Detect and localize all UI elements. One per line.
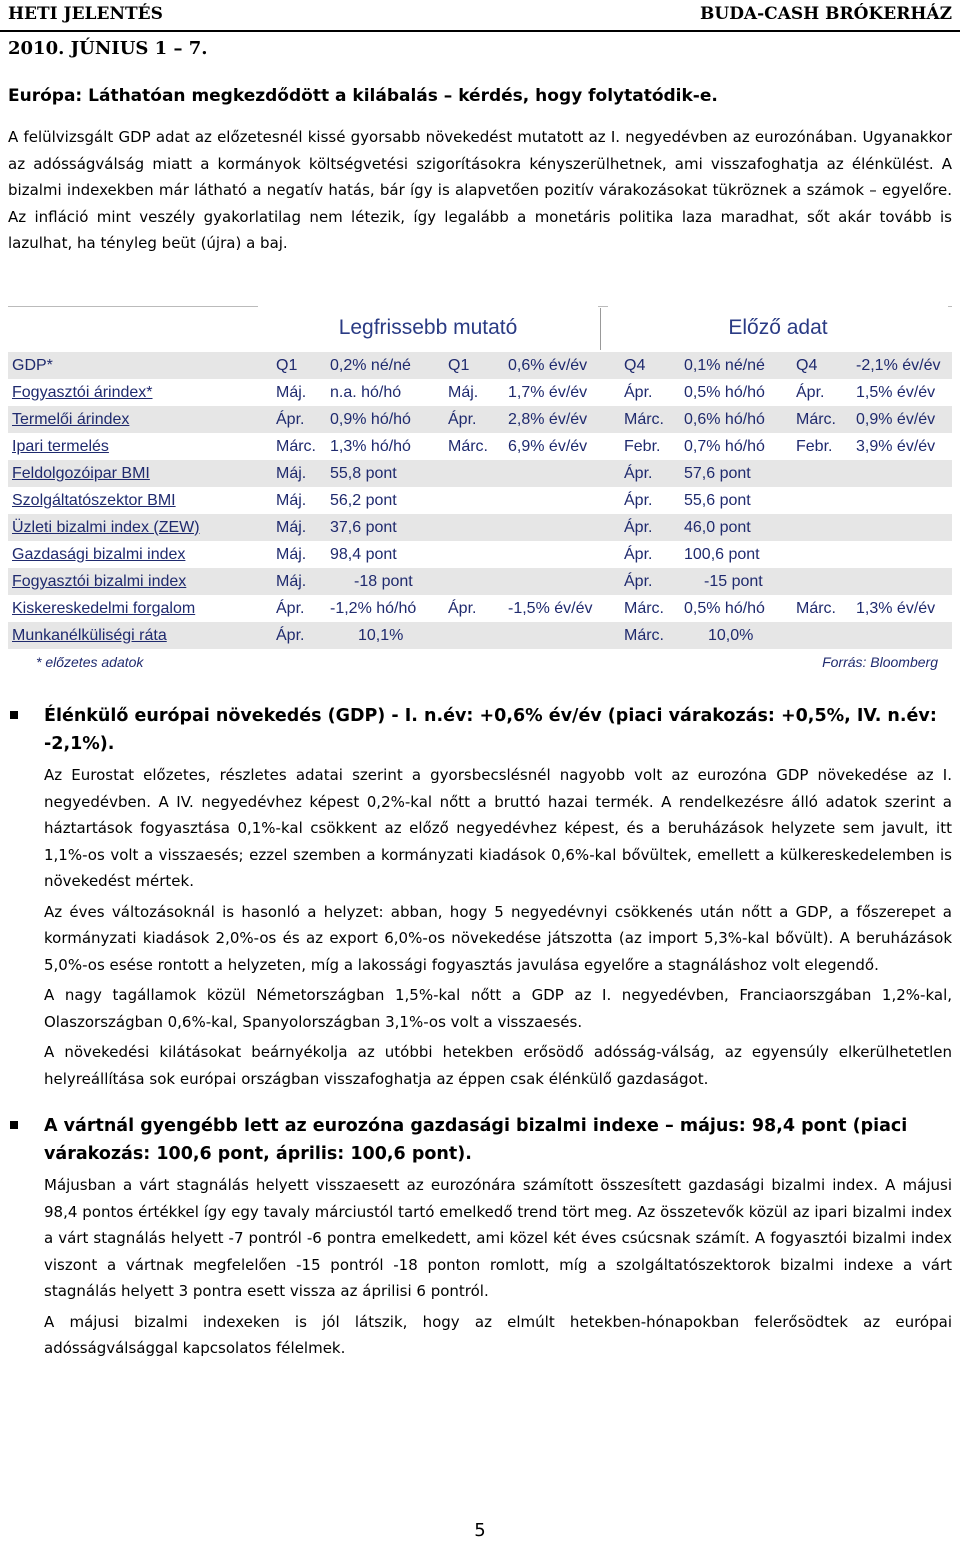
table-row <box>8 352 952 379</box>
latest-period: Márc. <box>276 437 316 455</box>
section-gdp <box>8 702 952 1092</box>
table-row <box>8 460 952 487</box>
latest-period: Máj. <box>276 572 307 590</box>
latest-period: Ápr. <box>276 410 305 428</box>
header-latest: Legfrissebb mutató <box>258 306 598 350</box>
latest-value: -1,2% hó/hó <box>330 599 417 617</box>
latest-period: Máj. <box>276 491 307 509</box>
row-name: Munkanélküliségi ráta <box>12 626 167 644</box>
latest-period: Máj. <box>276 545 307 563</box>
previous-period: Febr. <box>624 437 661 455</box>
previous-period: Ápr. <box>624 518 653 536</box>
intro-paragraph: A felülvizsgált GDP adat az előzetesnél kissé gyorsabb növekedést mutatott az I. negyedévben az eurozónában. Ugyanakkor az adósságválság miatt a kormányok költségvetési szigorításokra kényszerülhetnek, ami visszafoghatja az élénkülést. A bizalmi indexekben már látható a negatív hatás, bár így is alapvetően pozitív várakozásokat tükröznek a számok – egyelőre. Az infláció mint veszély gyakorlatilag nem létezik, így legalább a monetáris politika laza maradhat, sőt akár tovább is lazulhat, ha tényleg beüt (újra) a baj. <box>8 128 952 252</box>
report-date: 2010. JÚNIUS 1 – 7. <box>8 38 208 59</box>
table-row <box>8 433 952 460</box>
latest-period-2: Q1 <box>448 356 470 374</box>
previous-period-2: Márc. <box>796 599 836 617</box>
previous-value: -15 pont <box>704 572 763 590</box>
previous-value: 10,0% <box>708 626 754 644</box>
indicators-table <box>8 306 952 676</box>
previous-value-2: 0,9% év/év <box>856 410 936 428</box>
latest-value-2: 2,8% év/év <box>508 410 588 428</box>
latest-period: Ápr. <box>276 626 305 644</box>
latest-value: 37,6 pont <box>330 518 397 536</box>
latest-period-2: Ápr. <box>448 599 477 617</box>
previous-period: Márc. <box>624 626 664 644</box>
row-name: Ipari termelés <box>12 437 109 455</box>
section-confidence-heading: A vártnál gyengébb lett az eurozóna gazdasági bizalmi indexe – május: 98,4 pont (piaci várakozás: 100,6 pont, április: 100,6 pont). <box>44 1116 908 1164</box>
latest-value: 56,2 pont <box>330 491 397 509</box>
previous-period-2: Q4 <box>796 356 818 374</box>
latest-value-2: -1,5% év/év <box>508 599 593 617</box>
previous-value-2: 3,9% év/év <box>856 437 936 455</box>
previous-value: 0,1% né/né <box>684 356 765 374</box>
previous-period: Ápr. <box>624 464 653 482</box>
bullet-square-icon <box>10 1121 18 1129</box>
section-gdp-heading: Élénkülő európai növekedés (GDP) - I. n.év: +0,6% év/év (piaci várakozás: +0,5%, IV. n.év: -2,1%). <box>44 706 937 754</box>
row-name: Kiskereskedelmi forgalom <box>12 599 196 617</box>
latest-value: 98,4 pont <box>330 545 397 563</box>
section-gdp-paragraph-2: Az éves változásoknál is hasonló a helyzet: abban, hogy 5 negyedévnyi csökkenés után nőtt a GDP, a főszerepet a kormányzati kiadások 2,0%-os és az export 6,0%-os növekedése játszotta (az import 5,3%-kal bővült). A beruházások 5,0%-os esése rontott a helyzeten, míg a lakossági fogyasztás javulása egyelőre a stagnáláshoz volt elegendő. <box>44 902 952 974</box>
header-separator <box>600 308 601 350</box>
table-row <box>8 406 952 433</box>
latest-period: Q1 <box>276 356 298 374</box>
row-name: Termelői árindex <box>12 410 130 428</box>
previous-period: Ápr. <box>624 572 653 590</box>
latest-value: n.a. hó/hó <box>330 383 402 401</box>
table-row <box>8 541 952 568</box>
section-confidence-paragraph-1: Májusban a várt stagnálás helyett visszaesett az eurozónára számított összesített gazdasági bizalmi index. A májusi 98,4 pontos értékkel így egy tavaly márciustól tartó emelkedő trend tört meg. Az összetevők közül az ipari bizalmi index a várt stagnálás helyett -7 pontról -6 pontra emelkedett, ami közel két éves csúcsnak számít. A fogyasztói bizalmi index viszont a vártnak megfelelően -15 pontról -18 ponton romlott, míg a szolgáltatószektorok bizalmi indexe a várt stagnálás helyett 3 pontra esett vissza az áprilisi 6 pontról. <box>44 1176 952 1300</box>
section-confidence-paragraph-2: A májusi bizalmi indexeken is jól látszik, hogy az elmúlt hetekben-hónapokban felerősödtek az európai adósságválsággal kapcsolatos félelmek. <box>44 1312 952 1357</box>
table-row <box>8 514 952 541</box>
previous-period: Q4 <box>624 356 646 374</box>
previous-period: Márc. <box>624 410 664 428</box>
previous-value: 0,7% hó/hó <box>684 437 765 455</box>
section-confidence <box>8 1112 952 1362</box>
previous-period-2: Febr. <box>796 437 833 455</box>
latest-value-2: 1,7% év/év <box>508 383 588 401</box>
latest-value: 55,8 pont <box>330 464 397 482</box>
latest-value: 0,9% hó/hó <box>330 410 411 428</box>
previous-value: 46,0 pont <box>684 518 751 536</box>
broker-name: BUDA-CASH BRÓKERHÁZ <box>700 4 952 24</box>
header-rule <box>0 30 960 32</box>
row-name: Üzleti bizalmi index (ZEW) <box>12 518 200 536</box>
section-gdp-title <box>8 702 952 758</box>
section-confidence-title <box>8 1112 952 1168</box>
header-previous: Előző adat <box>608 306 948 350</box>
row-name: Fogyasztói bizalmi index <box>12 572 187 590</box>
report-title: HETI JELENTÉS <box>8 4 163 24</box>
previous-value: 0,6% hó/hó <box>684 410 765 428</box>
section-gdp-paragraph-3: A nagy tagállamok közül Németországban 1,5%-kal nőtt a GDP az I. negyedévben, Franciaorszgában 1,2%-kal, Olaszországban 0,6%-kal, Spanyolországban 3,1%-os volt a visszaesés. <box>44 986 952 1031</box>
latest-period-2: Máj. <box>448 383 479 401</box>
previous-value: 0,5% hó/hó <box>684 383 765 401</box>
row-name: GDP* <box>12 356 53 374</box>
page-number: 5 <box>474 1520 486 1541</box>
latest-period: Máj. <box>276 518 307 536</box>
previous-value-2: 1,5% év/év <box>856 383 936 401</box>
table-row <box>8 568 952 595</box>
previous-period-2: Márc. <box>796 410 836 428</box>
bullet-square-icon <box>10 711 18 719</box>
row-name: Fogyasztói árindex* <box>12 383 153 401</box>
previous-value: 55,6 pont <box>684 491 751 509</box>
latest-period: Ápr. <box>276 599 305 617</box>
latest-value-2: 0,6% év/év <box>508 356 588 374</box>
latest-value: 0,2% né/né <box>330 356 411 374</box>
table-row <box>8 622 952 649</box>
section-gdp-paragraph-4: A növekedési kilátásokat beárnyékolja az utóbbi hetekben erősödő adósság-válság, az egyensúly elkerülhetetlen helyreállítása sok európai országban visszafoghatja az éppen csak élénkülő gazdaságot. <box>44 1043 952 1088</box>
table-row <box>8 379 952 406</box>
previous-period: Ápr. <box>624 491 653 509</box>
table-row <box>8 595 952 622</box>
table-footnote: * előzetes adatok <box>36 654 144 670</box>
latest-value: -18 pont <box>354 572 413 590</box>
latest-period: Máj. <box>276 464 307 482</box>
previous-value: 100,6 pont <box>684 545 760 563</box>
latest-value: 10,1% <box>358 626 404 644</box>
headline: Európa: Láthatóan megkezdődött a kilábalás – kérdés, hogy folytatódik-e. <box>8 86 718 106</box>
previous-value: 57,6 pont <box>684 464 751 482</box>
previous-period: Ápr. <box>624 383 653 401</box>
row-name: Szolgáltatószektor BMI <box>12 491 176 509</box>
table-row <box>8 487 952 514</box>
previous-value-2: 1,3% év/év <box>856 599 936 617</box>
previous-period: Ápr. <box>624 545 653 563</box>
latest-period-2: Márc. <box>448 437 488 455</box>
latest-value-2: 6,9% év/év <box>508 437 588 455</box>
latest-value: 1,3% hó/hó <box>330 437 411 455</box>
table-source: Forrás: Bloomberg <box>822 654 938 670</box>
latest-period-2: Ápr. <box>448 410 477 428</box>
latest-period: Máj. <box>276 383 307 401</box>
section-gdp-paragraph-1: Az Eurostat előzetes, részletes adatai szerint a gyorsbecslésnél nagyobb volt az eurozóna GDP növekedése az I. negyedévben. A IV. negyedévhez képest 0,2%-kal nőtt a bruttó hazai termék. A rendelkezésre álló adatok szerint a háztartások fogyasztása 0,1%-kal csökkent az előző negyedévhez képest, és a beruházások helyzete sem javult, itt 1,1%-os volt a visszaesés; ezzel szemben a kormányzati kiadások 0,6%-kal bővültek, emellett a külkereskedelemben is növekedést mértek. <box>44 766 952 890</box>
row-name: Feldolgozóipar BMI <box>12 464 150 482</box>
previous-value-2: -2,1% év/év <box>856 356 941 374</box>
previous-value: 0,5% hó/hó <box>684 599 765 617</box>
previous-period: Márc. <box>624 599 664 617</box>
previous-period-2: Ápr. <box>796 383 825 401</box>
row-name: Gazdasági bizalmi index <box>12 545 186 563</box>
